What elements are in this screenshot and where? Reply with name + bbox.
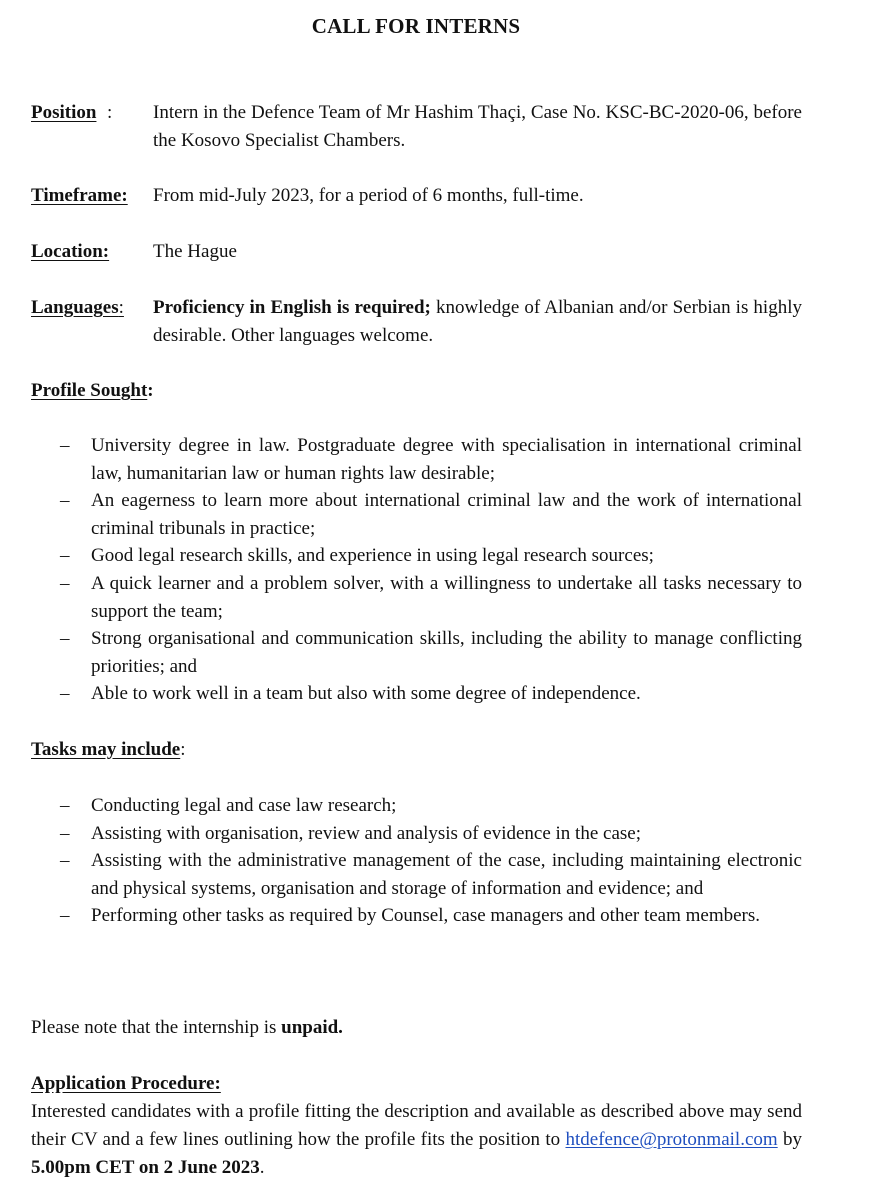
position-field <box>31 99 802 155</box>
position-label: Position <box>31 102 97 123</box>
profile-heading: Profile Sought: <box>31 380 154 401</box>
email-link[interactable]: htdefence@protonmail.com <box>565 1129 778 1150</box>
list-item: – Assisting with organisation, review and analysis of evidence in the case; <box>60 822 641 844</box>
list-item: – Conducting legal and case law research; <box>60 795 397 816</box>
profile-list <box>60 432 802 708</box>
position-value: Intern in the Defence Team of Mr Hashim Thaçi, Case No. KSC-BC-2020-06, before the Kosovo Specialist Chambers. <box>153 102 802 151</box>
languages-desirable: knowledge of Albanian and/or Serbian is highly desirable. Other languages welcome. <box>153 297 802 346</box>
unpaid-note: Please note that the internship is unpaid. <box>31 1017 343 1038</box>
tasks-list <box>60 792 802 930</box>
list-item: – A quick learner and a problem solver, with a willingness to undertake all tasks necessary to support the team; <box>60 572 802 622</box>
list-item: – Good legal research skills, and experience in using legal research sources; <box>60 545 654 567</box>
location-label: Location: <box>31 241 110 262</box>
list-item: – Strong organisational and communication skills, including the ability to manage conflicting priorities; and <box>60 628 802 677</box>
application-heading: Application Procedure: <box>31 1073 221 1094</box>
languages-label: Languages: <box>31 297 124 318</box>
timeframe-field <box>31 182 802 210</box>
languages-required: Proficiency in English is required; <box>153 297 431 318</box>
timeframe-value: From mid-July 2023, for a period of 6 months, full-time. <box>153 185 584 206</box>
languages-value <box>153 294 802 350</box>
list-item: – Able to work well in a team but also with some degree of independence. <box>60 683 641 705</box>
list-item: – Performing other tasks as required by Counsel, case managers and other team members. <box>60 905 761 927</box>
position-label-colon: : <box>107 102 113 123</box>
deadline: 5.00pm CET on 2 June 2023 <box>31 1157 260 1178</box>
list-item: – An eagerness to learn more about international criminal law and the work of international criminal tribunals in practice; <box>60 490 802 539</box>
list-item: – University degree in law. Postgraduate degree with specialisation in international criminal law, humanitarian law or human rights law desirable; <box>60 435 802 484</box>
tasks-heading: Tasks may include: <box>31 739 186 760</box>
languages-field <box>31 294 802 350</box>
location-value: The Hague <box>153 241 237 262</box>
unpaid-emphasis: unpaid. <box>281 1017 343 1038</box>
application-text: Interested candidates with a profile fitting the description and available as described above may send their CV and a few lines outlining how the profile fits the position to htdefence@protonmail.com by 5.00pm CET on 2 June 2023. <box>31 1101 803 1178</box>
page-title: CALL FOR INTERNS <box>311 14 521 38</box>
timeframe-label: Timeframe: <box>31 185 128 206</box>
list-item: – Assisting with the administrative management of the case, including maintaining electronic and physical systems, organisation and storage of information and evidence; and <box>60 850 802 899</box>
location-field <box>31 238 802 266</box>
